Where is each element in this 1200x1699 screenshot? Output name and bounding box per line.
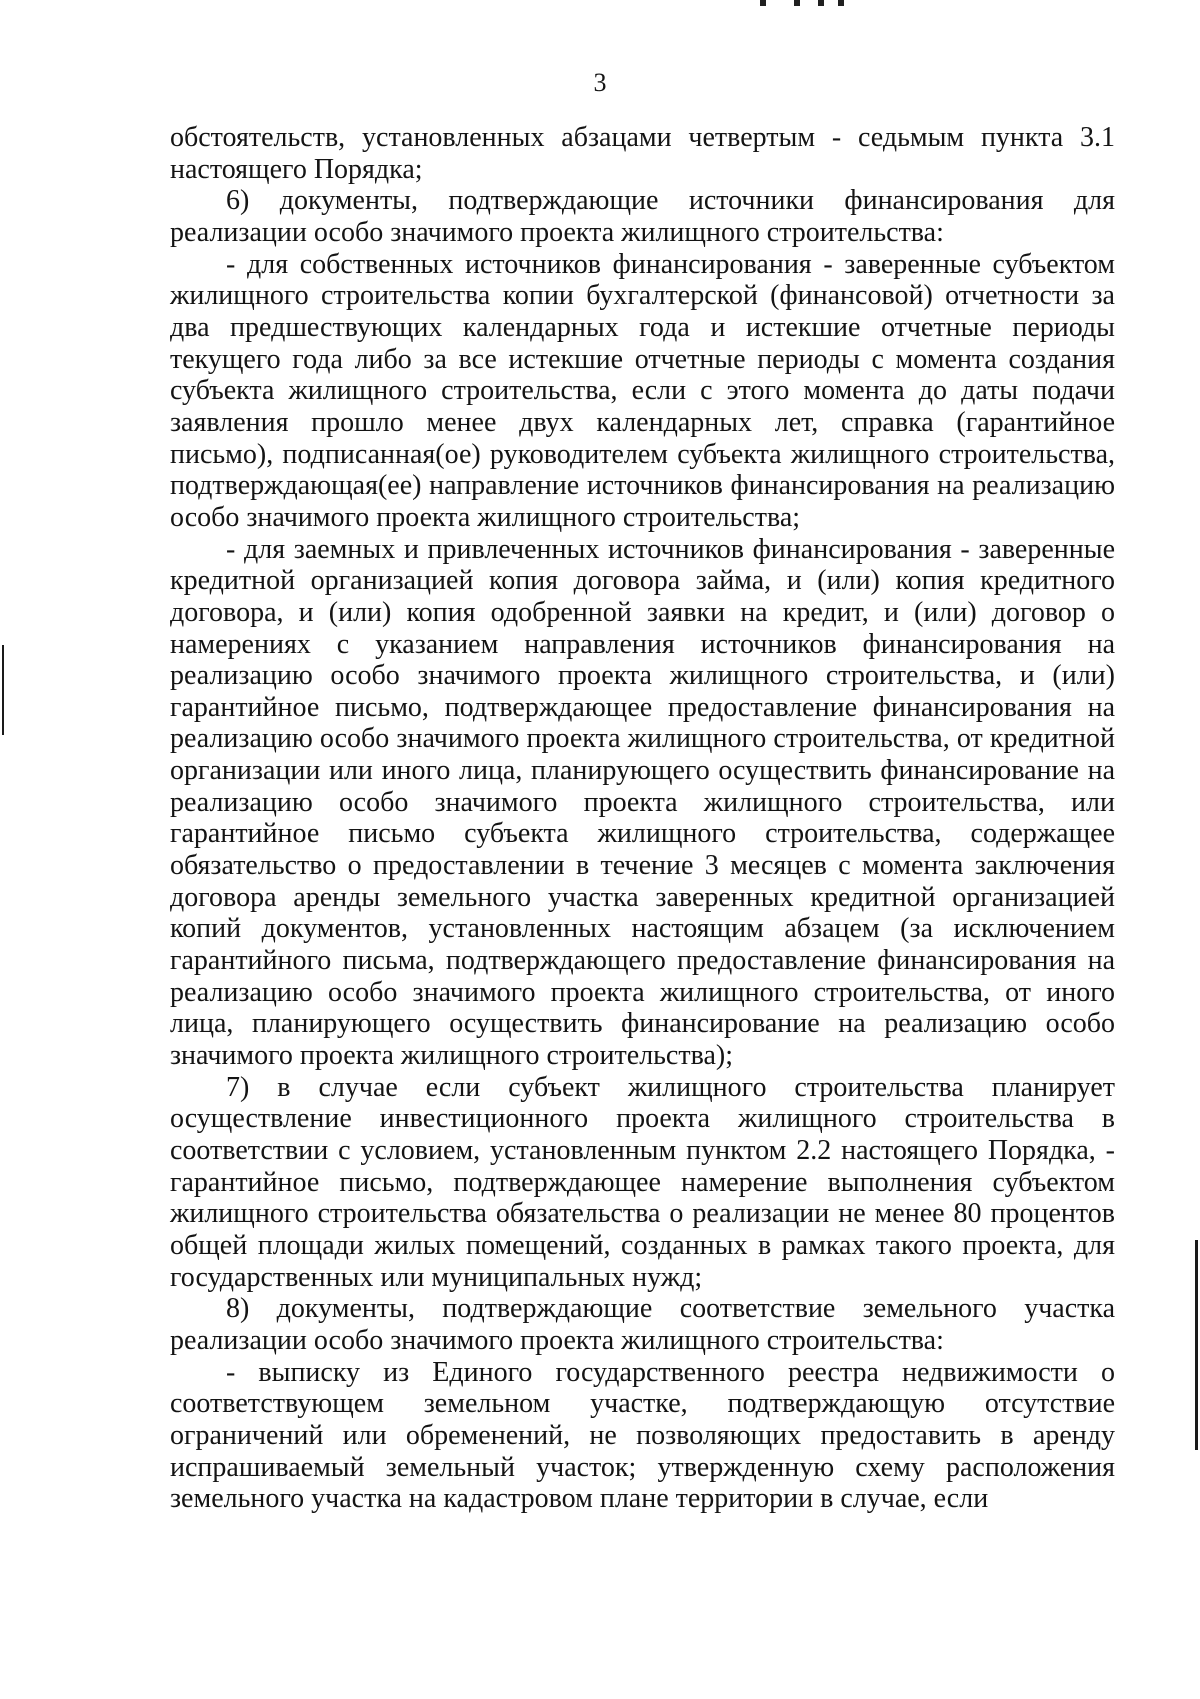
paragraph: - для заемных и привлеченных источников финансирования - заверенные кредитной организацией копия договора займа, и (или) копия кредитного договора, и (или) копия одобренной заявки на кредит, и (или) договор о намерениях с указанием направления источников финансирования на реализацию особо значимого проекта жилищного строительства, и (или) гарантийное письмо, подтверждающее предоставление финансирования на реализацию особо значимого проекта жилищного строительства, от кредитной организации или иного лица, планирующего осуществить финансирование на реализацию особо значимого проекта жилищного строительства, или гарантийное письмо субъекта жилищного строительства, содержащее обязательство о предоставлении в течение 3 месяцев с момента заключения договора аренды земельного участка заверенных кредитной организацией копий документов, установленных настоящим абзацем (за исключением гарантийного письма, подтверждающего предоставление финансирования на реализацию особо значимого проекта жилищного строительства, от иного лица, планирующего осуществить финансирование на реализацию особо значимого проекта жилищного строительства); [170, 533, 1115, 1072]
paragraph: 7) в случае если субъект жилищного строительства планирует осуществление инвестиционного проекта жилищного строительства в соответствии с условием, установленным пунктом 2.2 настоящего Порядка, - гарантийное письмо, подтверждающее намерение выполнения субъектом жилищного строительства обязательства о реализации не менее 80 процентов общей площади жилых помещений, созданных в рамках такого проекта, для государственных или муниципальных нужд; [170, 1071, 1115, 1293]
scan-edge-mark [1195, 1240, 1198, 1450]
paragraph: 6) документы, подтверждающие источники финансирования для реализации особо значимого проекта жилищного строительства: [170, 185, 1115, 248]
paragraph: 8) документы, подтверждающие соответствие земельного участка реализации особо значимого проекта жилищного строительства: [170, 1293, 1115, 1356]
paragraph: обстоятельств, установленных абзацами четвертым - седьмым пункта 3.1 настоящего Порядка; [170, 122, 1115, 185]
scan-edge-mark [2, 645, 4, 735]
paragraph: - выписку из Единого государственного реестра недвижимости о соответствующем земельном участке, подтверждающую отсутствие ограничений или обременений, не позволяющих предоставить в аренду испрашиваемый земельный участок; утвержденную схему расположения земельного участка на кадастровом плане территории в случае, если [170, 1356, 1115, 1515]
scan-artifact [760, 0, 850, 6]
paragraph: - для собственных источников финансирования - заверенные субъектом жилищного строительства копии бухгалтерской (финансовой) отчетности за два предшествующих календарных года и истекшие отчетные периоды текущего года либо за все истекшие отчетные периоды с момента создания субъекта жилищного строительства, если с этого момента до даты подачи заявления прошло менее двух календарных лет, справка (гарантийное письмо), подписанная(ое) руководителем субъекта жилищного строительства, подтверждающая(ее) направление источников финансирования на реализацию особо значимого проекта жилищного строительства; [170, 248, 1115, 533]
page-number: 3 [593, 68, 607, 97]
document-body [170, 122, 1115, 1515]
